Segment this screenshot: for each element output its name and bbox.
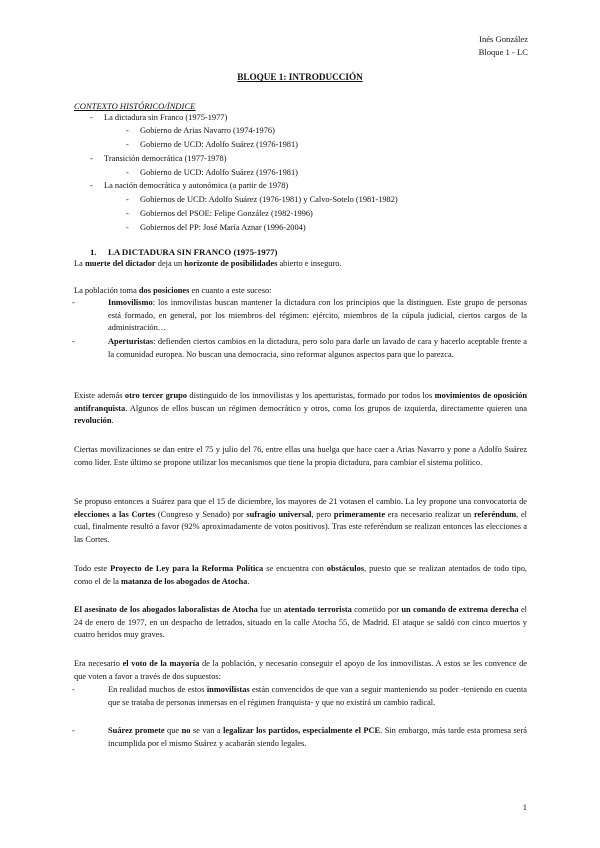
list-item: - Aperturistas: defienden ciertos cambios en la dictadura, pero solo para darle un lavado de cara y hacerlo aceptable frente a la comunidad europea. No buscan una democracia, sino reformar algunos aspectos para que lo parezca. [72, 337, 527, 359]
paragraph: El asesinato de los abogados laboralistas de Atocha fue un atentado terrorista cometido por un comando de extrema derecha el 24 de enero de 1977, en un despacho de letrados, situado en la calle Atocha 55, de Madrid. El ataque se saldó con cinco muertos y cuatro heridos muy graves. [74, 605, 527, 640]
list-item: - Gobierno de UCD: Adolfo Suárez (1976-1981) [126, 168, 298, 177]
header-author: Inés González [479, 34, 528, 44]
list-item: - Gobiernos del PSOE: Felipe González (1982-1996) [126, 209, 313, 218]
section-heading: 1. LA DICTADURA SIN FRANCO (1975-1977) [90, 247, 278, 257]
list-item: - Inmovilismo: los inmovilistas buscan mantener la dictadura con los principios que la distinguen. Este grupo de personas está formado, en general, por los miembros del régimen: ejército, miembros de la cúpula judicial, ciertos cargos de la administración… [72, 298, 527, 333]
list-item: - Suárez promete que no se van a legalizar los partidos, especialmente el PCE. Sin embargo, más tarde esta promesa será incumplida por el mismo Suárez y acabarán siendo legales. [72, 726, 527, 748]
context-heading: CONTEXTO HISTÓRICO/ÍNDICE [74, 101, 196, 111]
list-item: - En realidad muchos de estos inmovilistas están convencidos de que van a seguir manteniendo su poder -teniendo en cuenta que se trataba de personas inmersas en el régimen franquista- y que no existirá un cambio radical. [72, 685, 527, 707]
page-title: BLOQUE 1: INTRODUCCIÓN [237, 72, 363, 82]
paragraph: Todo este Proyecto de Ley para la Reforma Política se encuentra con obstáculos, puesto que se realizan atentados de todo tipo, como el de la matanza de los abogados de Atocha. [74, 564, 527, 586]
list-item: - La nación democrática y autonómica (a partir de 1978) [90, 181, 289, 190]
paragraph: La población toma dos posiciones en cuanto a este suceso: [74, 286, 272, 295]
list-item: - Gobierno de Arias Navarro (1974-1976) [126, 126, 275, 135]
paragraph: Ciertas movilizaciones se dan entre el 75 y julio del 76, entre ellas una huelga que hace caer a Arias Navarro y pone a Adolfo Suárez como líder. Este último se propone utilizar los mecanismos que tiene la propia dictadura, para cambiar el sistema político. [74, 445, 527, 467]
page-number: 1 [522, 802, 527, 812]
list-item: - Transición democrática (1977-1978) [90, 154, 227, 163]
header-block: Bloque 1 - LC [478, 47, 528, 57]
list-item: - Gobierno de UCD: Adolfo Suárez (1976-1981) [126, 140, 298, 149]
paragraph: Existe además otro tercer grupo distinguido de los inmovilistas y los aperturistas, formado por todos los movimientos de oposición antifranquista. Algunos de ellos buscan un régimen democrático y otros, como los grupos de izquierda, directamente quieren una revolución. [74, 391, 527, 426]
list-item: - Gobiernos del PP: José María Aznar (1996-2004) [126, 223, 306, 232]
list-item: - Gobiernos de UCD: Adolfo Suárez (1976-1981) y Calvo-Sotelo (1981-1982) [126, 195, 398, 204]
paragraph: Se propuso entonces a Suárez para que el 15 de diciembre, los mayores de 21 votasen el cambio. La ley propone una convocatoria de elecciones a las Cortes (Congreso y Senado) por sufragio universal, pero primeramente era necesario realizar un referéndum, el cual, finalmente resultó a favor (92% aproximadamente de votos positivos). Tras este referéndum se realizan entonces las elecciones a las Cortes. [74, 497, 528, 545]
list-item: - La dictadura sin Franco (1975-1977) [90, 113, 228, 122]
paragraph: Era necesario el voto de la mayoría de la población, y necesario conseguir el apoyo de los inmovilistas. A estos se les convence de que voten a favor a través de dos supuestos: [74, 659, 527, 681]
paragraph: La muerte del dictador deja un horizonte de posibilidades abierto e inseguro. [74, 259, 342, 268]
